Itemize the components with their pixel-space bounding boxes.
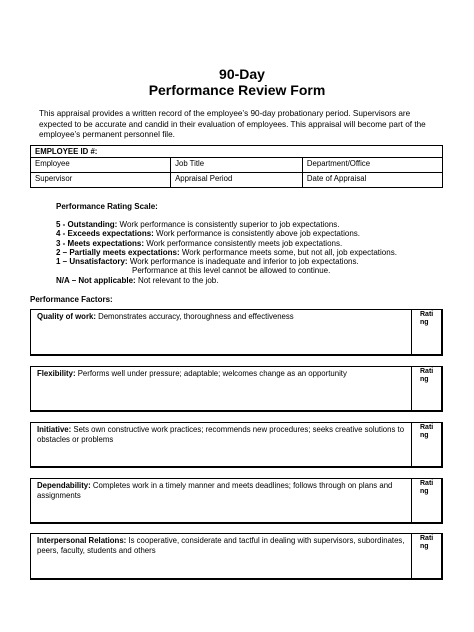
job-title-field[interactable]: Job Title (171, 158, 303, 173)
factor-interpersonal-relations (30, 533, 443, 580)
factor-text: Completes work in a timely manner and meets deadlines; follows through on plans and assignments (37, 481, 393, 500)
rating-text: Work performance is consistently superior to job expectations. (117, 220, 340, 229)
rating-box[interactable] (411, 479, 441, 522)
factor-quality-of-work (30, 309, 443, 356)
rating-text: Work performance consistently meets job expectations. (144, 238, 343, 248)
factor-text: Is cooperative, considerate and tactful in dealing with supervisors, subordinates, peers, faculty, students and others (37, 536, 405, 555)
rating-scale-list (56, 220, 436, 285)
supervisor-field[interactable]: Supervisor (31, 173, 171, 188)
form-title-line1: 90-Day (219, 66, 265, 82)
rating-scale-item (56, 220, 436, 229)
rating-term: 3 - Meets expectations: (56, 238, 145, 248)
rating-scale-title: Performance Rating Scale: (56, 202, 158, 211)
rating-scale-item (56, 276, 436, 285)
appraisal-period-field[interactable]: Appraisal Period (171, 173, 303, 188)
factor-term: Initiative: (37, 425, 72, 434)
rating-text: Work performance is consistently above job expectations. (153, 229, 361, 239)
rating-scale-item (56, 257, 436, 266)
rating-term: 2 – Partially meets expectations: (56, 247, 180, 257)
rating-box[interactable] (411, 367, 441, 410)
rating-term: 4 - Exceeds expectations: (56, 229, 154, 239)
employee-id-field[interactable]: EMPLOYEE ID #: (31, 146, 443, 158)
rating-term: 5 - Outstanding: (56, 220, 118, 229)
factor-description (37, 369, 411, 379)
rating-label: Rating (420, 535, 434, 550)
factor-description (37, 536, 411, 555)
factor-text: Sets own constructive work practices; recommends new procedures; seeks creative solutions to obstacles or problems (37, 425, 405, 444)
rating-label: Rating (420, 424, 434, 439)
factor-term: Interpersonal Relations: (37, 536, 127, 545)
intro-paragraph: This appraisal provides a written record of the employee’s 90-day probationary period. Supervisors are expected to be accurate and candid in their evaluation of employees. This appraisal will become part of the employee’s permanent personnel file. (39, 109, 426, 139)
factor-dependability (30, 478, 443, 524)
factor-term: Flexibility: (37, 369, 76, 378)
rating-text: Not relevant to the job. (135, 275, 219, 285)
rating-scale-continuation: Performance at this level cannot be allowed to continue. (132, 266, 331, 276)
factor-flexibility (30, 366, 443, 412)
rating-box[interactable] (411, 310, 441, 354)
rating-label: Rating (420, 368, 434, 383)
rating-text: Work performance meets some, but not all, job expectations. (179, 247, 397, 257)
employee-info-table (30, 145, 443, 188)
factor-description (37, 425, 411, 444)
rating-label: Rating (420, 311, 434, 326)
performance-factors-title: Performance Factors: (30, 295, 113, 304)
rating-text: Work performance is inadequate and inferior to job expectations. (127, 257, 359, 267)
factor-description (37, 481, 411, 500)
rating-box[interactable] (411, 534, 441, 578)
rating-term: 1 – Unsatisfactory: (56, 257, 128, 267)
factor-text: Performs well under pressure; adaptable; welcomes change as an opportunity (75, 369, 347, 378)
factor-initiative (30, 422, 443, 468)
factor-text: Demonstrates accuracy, thoroughness and effectiveness (95, 312, 294, 321)
department-field[interactable]: Department/Office (302, 158, 442, 173)
rating-scale-item (56, 229, 436, 238)
date-of-appraisal-field[interactable]: Date of Appraisal (302, 173, 442, 188)
factor-description (37, 312, 411, 322)
rating-scale-item (56, 239, 436, 248)
form-title-line2: Performance Review Form (148, 82, 326, 98)
rating-label: Rating (420, 480, 434, 495)
rating-scale-item (56, 248, 436, 257)
employee-field[interactable]: Employee (31, 158, 171, 173)
factor-term: Quality of work: (37, 312, 96, 321)
factor-term: Dependability: (37, 481, 91, 490)
rating-term: N/A – Not applicable: (56, 275, 136, 285)
rating-box[interactable] (411, 423, 441, 466)
